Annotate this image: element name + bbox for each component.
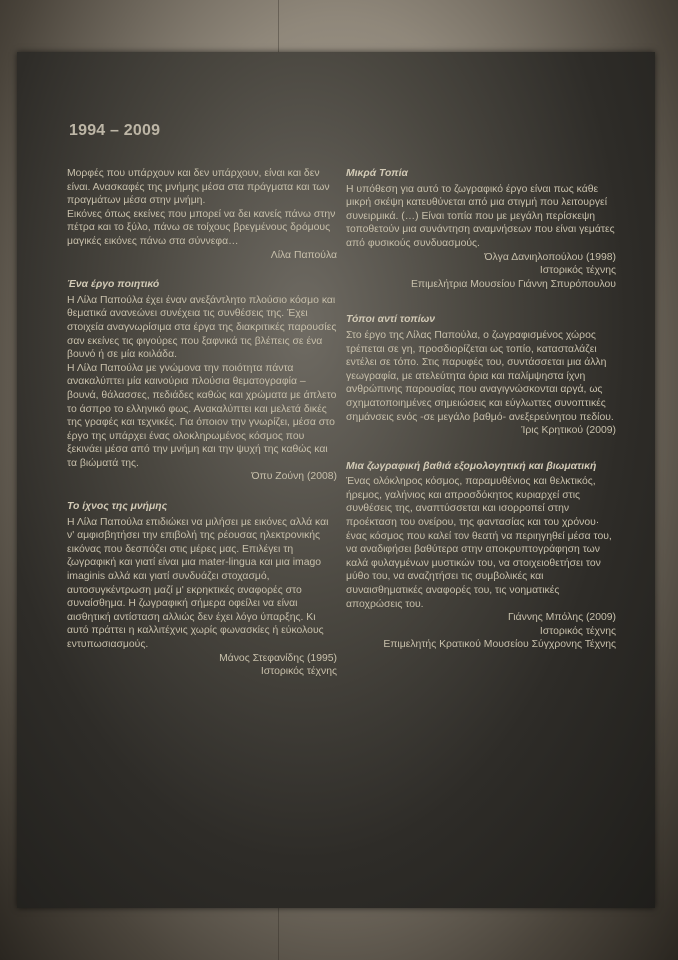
section-title: Μια ζωγραφική βαθιά εξομολογητική και βιωματική	[346, 460, 597, 472]
section-author: Όλγα Δανιηλοπούλου (1998)	[484, 251, 616, 263]
right-column	[346, 167, 616, 652]
section-author-role: Ιστορικός τέχνης	[539, 625, 616, 637]
left-column	[67, 167, 337, 679]
section-title: Μικρά Τοπία	[346, 168, 408, 179]
intro-author: Λίλα Παπούλα	[270, 249, 337, 261]
section-author: Γιάννης Μπόλης (2009)	[508, 612, 616, 624]
section-title: Το ίχνος της μνήμης	[67, 501, 168, 513]
section-paragraph: Η Λίλα Παπούλα έχει έναν ανεξάντλητο πλούσιο κόσμο και θεματικά ανανεώνει συνέχεια τις συνθέσεις της. Έχει στοιχεία αναγνωρίσιμα στα έργα της διακριτικές παρουσίες σαν εκείνες τις φιγούρες που ξαφνικά τις βλέπεις σε ένα βουνό ή σε μία κοιλάδα.	[67, 294, 337, 361]
section-paragraph: Η υπόθεση για αυτό το ζωγραφικό έργο είναι πως κάθε μικρή σκέψη κατευθύνεται από μια στιγμή που λειτουργεί συνειρμικά. (…) Είναι τοπία που με μεγάλη περίσκεψη τοποθετούν μια συνάντηση αναμνήσεων που είναι γεμάτες από φυσικούς συνδυασμούς.	[346, 183, 615, 249]
section-author-role: Επιμελήτρια Μουσείου Γιάννη Σπυρόπουλου	[411, 278, 616, 290]
section-author-role: Ιστορικός τέχνης	[539, 265, 616, 277]
intro-paragraph-1: Μορφές που υπάρχουν και δεν υπάρχουν, είναι και δεν είναι. Ανασκαφές της μνήμης μέσα στα πράγματα και των πραγμάτων μέσα στην μνήμη.	[67, 168, 330, 207]
section-author: Μάνος Στεφανίδης (1995)	[219, 652, 337, 664]
section-author: Όπυ Ζούνη (2008)	[251, 471, 337, 483]
section-author-role: Ιστορικός τέχνης	[260, 666, 337, 678]
intro-paragraph-2: Εικόνες όπως εκείνες που μπορεί να δει κανείς πάνω στην πέτρα και το ξύλο, πάνω σε τοίχους βρεγμένους δρόμους μαγικές εικόνες πάνω στα σύννεφα…	[67, 208, 336, 247]
exhibition-panel	[17, 52, 655, 908]
section-paragraph: Η Λίλα Παπούλα επιδιώκει να μιλήσει με εικόνες αλλά και ν' αμφισβητήσει την επιβολή της ρέουσας ηλεκτρονικής εικόνας που δεσπόζει στις μέρες μας. Επιλέγει τη ζωγραφική και γιατί είναι μια mater-lingua και μια imago imaginis αλλά και γιατί συνδυάζει στοχασμό, αυτοσυγκέντρωση μαζί μ' εκρηκτικές αναφορές στο συναίσθημα. Η ζωγραφική σήμερα οφείλει να είναι αισθητική αντίσταση αλλιώς δεν έχει λόγο ύπαρξης. Κι αυτό πράττει η καλλιτέχνις χωρίς φωνασκίες ή εύκολους εντυπωσιασμούς.	[67, 516, 329, 650]
section-author: Ίρις Κρητικού (2009)	[521, 425, 616, 437]
section-title: Ένα έργο ποιητικό	[67, 279, 160, 291]
section-title: Τόποι αντί τοπίων	[346, 314, 436, 326]
panel-heading: 1994 – 2009	[69, 122, 161, 139]
section-paragraph: Στο έργο της Λίλας Παπούλα, ο ζωγραφισμένος χώρος τρέπεται σε γη, προσδιορίζεται ως τοπίο, κατασταλάζει εντέλει σε τόπο. Στις παρυφές του, συντάσσεται μια άλλη γεωγραφία, με ατελεύτητα όρια και παλίμψηστα ίχνη ανθρώπινης παρουσίας που αναγιγνώσκονται αργά, ως σχηματοποιημένες σημειώσεις και εύγλωττες συνοπτικές σημάνσεις ενός -σε μεγάλο βαθμό- ανεξερεύνητου πεδίου.	[346, 329, 614, 423]
section-paragraph: Ένας ολόκληρος κόσμος, παραμυθένιος και θελκτικός, ήρεμος, γαλήνιος και απροσδόκητος κυριαρχεί στις συνθέσεις της, αναπτύσσεται και ισορροπεί στην προέκταση του ονείρου, της φαντασίας και του χρόνου· ένας κόσμος που καλεί τον θεατή να περιηγηθεί μέσα του, να αναδιφήσει βαθύτερα στην αποκρυπτογράφηση των καλά φυλαγμένων μυστικών του, να στοιχειοθετήσει τον μύθο του, να αναζητήσει τις συμβολικές και συναισθηματικές αναφορές του, τις νοηματικές αποχρώσεις του.	[346, 476, 612, 610]
section-author-role: Επιμελητής Κρατικού Μουσείου Σύγχρονης Τέχνης	[383, 639, 616, 651]
section-paragraph: Η Λίλα Παπούλα με γνώμονα την ποιότητα πάντα ανακαλύπτει μία καινούρια πλούσια θεματογραφία – βουνά, θάλασσες, πεδιάδες καθώς και χρώματα με άπλετο το άσπρο το ελληνικό φως. Ανακαλύπτει και μελετά δικές της γραφές και τεχνικές. Για όποιον την γνωρίζει, μέσα στο έργο της υπάρχει ένας ολοκληρωμένος κόσμος που ξεκινάει μέσα από την μνήμη και την ψυχή της καθώς και τα βιώματά της.	[67, 362, 337, 469]
